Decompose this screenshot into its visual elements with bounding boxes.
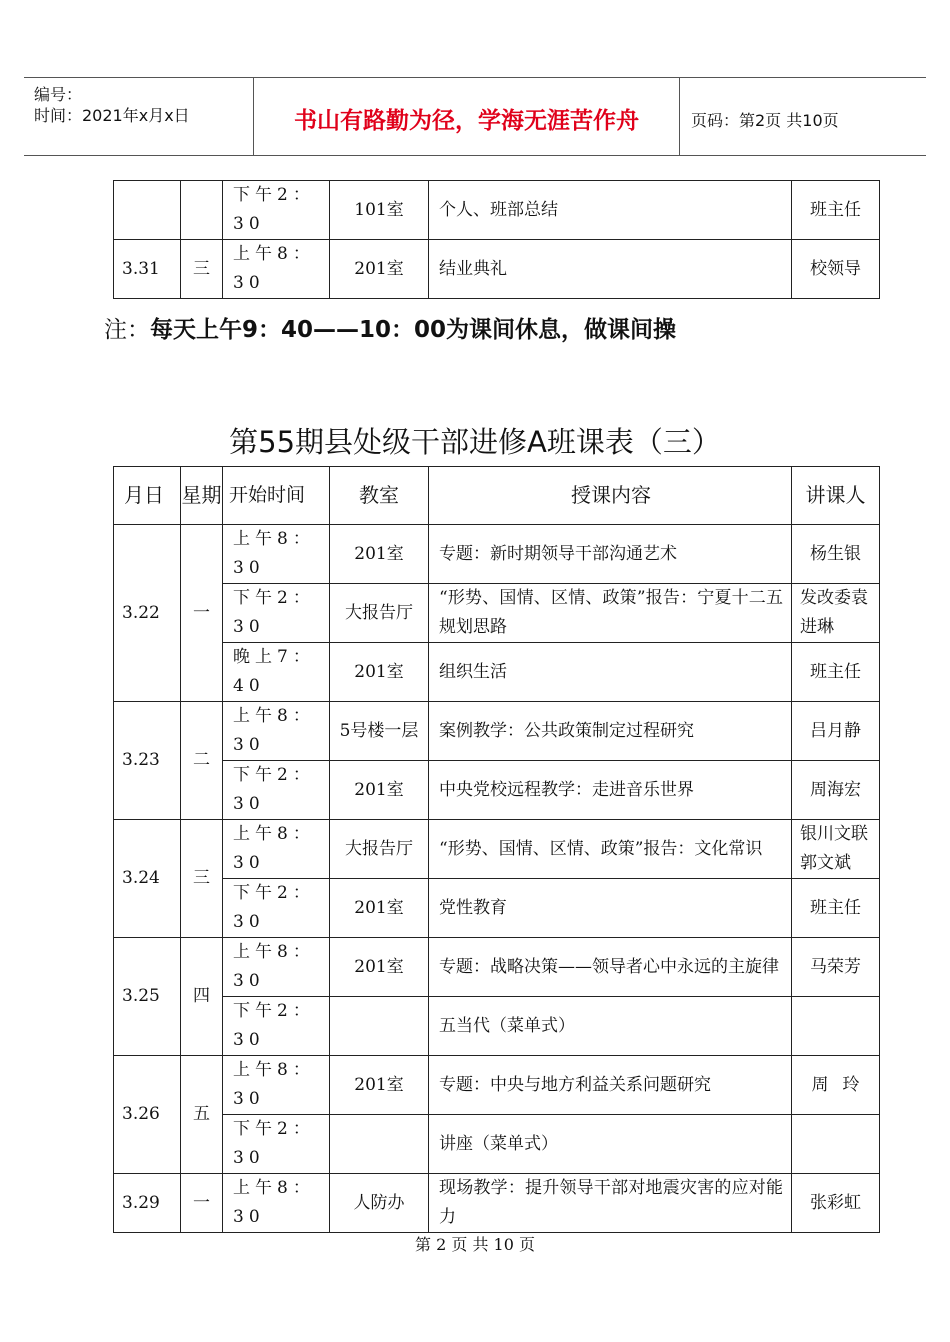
time-cell: 下午2：30: [223, 997, 330, 1056]
time-label: 时间：2021年x月x日: [34, 106, 190, 125]
speaker-cell: [792, 997, 880, 1056]
speaker-cell: 张彩虹: [792, 1174, 880, 1233]
speaker-cell: 吕月静: [792, 702, 880, 761]
room-cell: [330, 997, 429, 1056]
content-cell: 结业典礼: [429, 240, 792, 299]
date-cell: 3.24: [114, 820, 181, 938]
time-cell: 下午2：30: [223, 761, 330, 820]
content-cell: 专题：新时期领导干部沟通艺术: [429, 525, 792, 584]
weekday-cell: [181, 181, 223, 240]
page-header: [24, 77, 926, 156]
header-room: 教室: [330, 467, 429, 525]
content-cell: 讲座（菜单式）: [429, 1115, 792, 1174]
table-row: [114, 938, 880, 997]
time-cell: 下午2：30: [223, 879, 330, 938]
header-date: 月日: [114, 467, 181, 525]
time-cell: 上午8：30: [223, 1056, 330, 1115]
header-content: 授课内容: [429, 467, 792, 525]
schedule-body: [114, 525, 880, 1233]
room-cell: 201室: [330, 240, 429, 299]
room-cell: 大报告厅: [330, 584, 429, 643]
header-time: 开始时间: [223, 467, 330, 525]
content-cell: 中央党校远程教学：走进音乐世界: [429, 761, 792, 820]
time-cell: 上午8：30: [223, 820, 330, 879]
table-row: [114, 1174, 880, 1233]
time-cell: 上午8：30: [223, 702, 330, 761]
table-row: [114, 1056, 880, 1115]
speaker-cell: 校领导: [792, 240, 880, 299]
table-row: [114, 240, 880, 299]
table-row: [114, 761, 880, 820]
content-cell: “形势、国情、区情、政策”报告：文化常识: [429, 820, 792, 879]
content-cell: 个人、班部总结: [429, 181, 792, 240]
room-cell: 201室: [330, 879, 429, 938]
speaker-cell: 周玲: [792, 1056, 880, 1115]
header-divider: [679, 78, 680, 156]
schedule-table-continued: [113, 180, 880, 299]
table-row: [114, 879, 880, 938]
speaker-cell: 发改委袁进琳: [792, 584, 880, 643]
content-cell: “形势、国情、区情、政策”报告：宁夏十二五规划思路: [429, 584, 792, 643]
speaker-cell: 银川文联郭文斌: [792, 820, 880, 879]
header-speaker: 讲课人: [792, 467, 880, 525]
time-cell: 上午8：30: [223, 1174, 330, 1233]
weekday-cell: 五: [181, 1056, 223, 1174]
table-row: [114, 584, 880, 643]
date-cell: 3.29: [114, 1174, 181, 1233]
time-cell: 晚上7：40: [223, 643, 330, 702]
room-cell: 人防办: [330, 1174, 429, 1233]
speaker-cell: 班主任: [792, 181, 880, 240]
table-row: [114, 643, 880, 702]
table-row: [114, 820, 880, 879]
weekday-cell: 四: [181, 938, 223, 1056]
weekday-cell: 三: [181, 820, 223, 938]
content-cell: 现场教学：提升领导干部对地震灾害的应对能力: [429, 1174, 792, 1233]
header-weekday: 星期: [181, 467, 223, 525]
note-text: 每天上午9：40——10：00为课间休息，做课间操: [150, 317, 677, 343]
table-row: [114, 997, 880, 1056]
speaker-cell: 杨生银: [792, 525, 880, 584]
date-cell: 3.25: [114, 938, 181, 1056]
date-cell: 3.26: [114, 1056, 181, 1174]
weekday-cell: 一: [181, 525, 223, 702]
content-cell: 专题：中央与地方利益关系问题研究: [429, 1056, 792, 1115]
room-cell: 201室: [330, 761, 429, 820]
room-cell: 201室: [330, 938, 429, 997]
table-row: [114, 181, 880, 240]
table-row: [114, 1115, 880, 1174]
page-footer: 第 2 页 共 10 页: [415, 1235, 535, 1254]
note-lead: 注：: [104, 317, 150, 343]
date-cell: 3.22: [114, 525, 181, 702]
schedule-table: [113, 466, 880, 1233]
speaker-cell: [792, 1115, 880, 1174]
serial-label: 编号：: [34, 85, 83, 104]
speaker-cell: 马荣芳: [792, 938, 880, 997]
speaker-cell: 周海宏: [792, 761, 880, 820]
header-motto: 书山有路勤为径，学海无涯苦作舟: [294, 108, 639, 134]
weekday-cell: 一: [181, 1174, 223, 1233]
content-cell: 组织生活: [429, 643, 792, 702]
content-cell: 五当代（菜单式）: [429, 997, 792, 1056]
table-row: [114, 702, 880, 761]
time-cell: 下午2：30: [223, 584, 330, 643]
table-row: [114, 525, 880, 584]
speaker-cell: 班主任: [792, 643, 880, 702]
room-cell: 201室: [330, 1056, 429, 1115]
time-cell: 下午2：30: [223, 1115, 330, 1174]
table-header-row: [114, 467, 880, 525]
time-cell: 上午8：30: [223, 938, 330, 997]
date-cell: [114, 181, 181, 240]
weekday-cell: 二: [181, 702, 223, 820]
room-cell: 201室: [330, 643, 429, 702]
content-cell: 案例教学：公共政策制定过程研究: [429, 702, 792, 761]
header-page-info: 页码：第2页 共10页: [691, 111, 839, 130]
room-cell: 5号楼一层: [330, 702, 429, 761]
room-cell: [330, 1115, 429, 1174]
room-cell: 201室: [330, 525, 429, 584]
speaker-cell: 班主任: [792, 879, 880, 938]
time-cell: 上午8：30: [223, 525, 330, 584]
room-cell: 101室: [330, 181, 429, 240]
content-cell: 专题：战略决策——领导者心中永远的主旋律: [429, 938, 792, 997]
time-cell: 下午2：30: [223, 181, 330, 240]
break-note: [104, 311, 676, 344]
header-meta: [34, 84, 190, 126]
room-cell: 大报告厅: [330, 820, 429, 879]
date-cell: 3.31: [114, 240, 181, 299]
schedule-title: 第55期县处级干部进修A班课表（三）: [229, 425, 721, 459]
weekday-cell: 三: [181, 240, 223, 299]
time-cell: 上午8：30: [223, 240, 330, 299]
content-cell: 党性教育: [429, 879, 792, 938]
date-cell: 3.23: [114, 702, 181, 820]
